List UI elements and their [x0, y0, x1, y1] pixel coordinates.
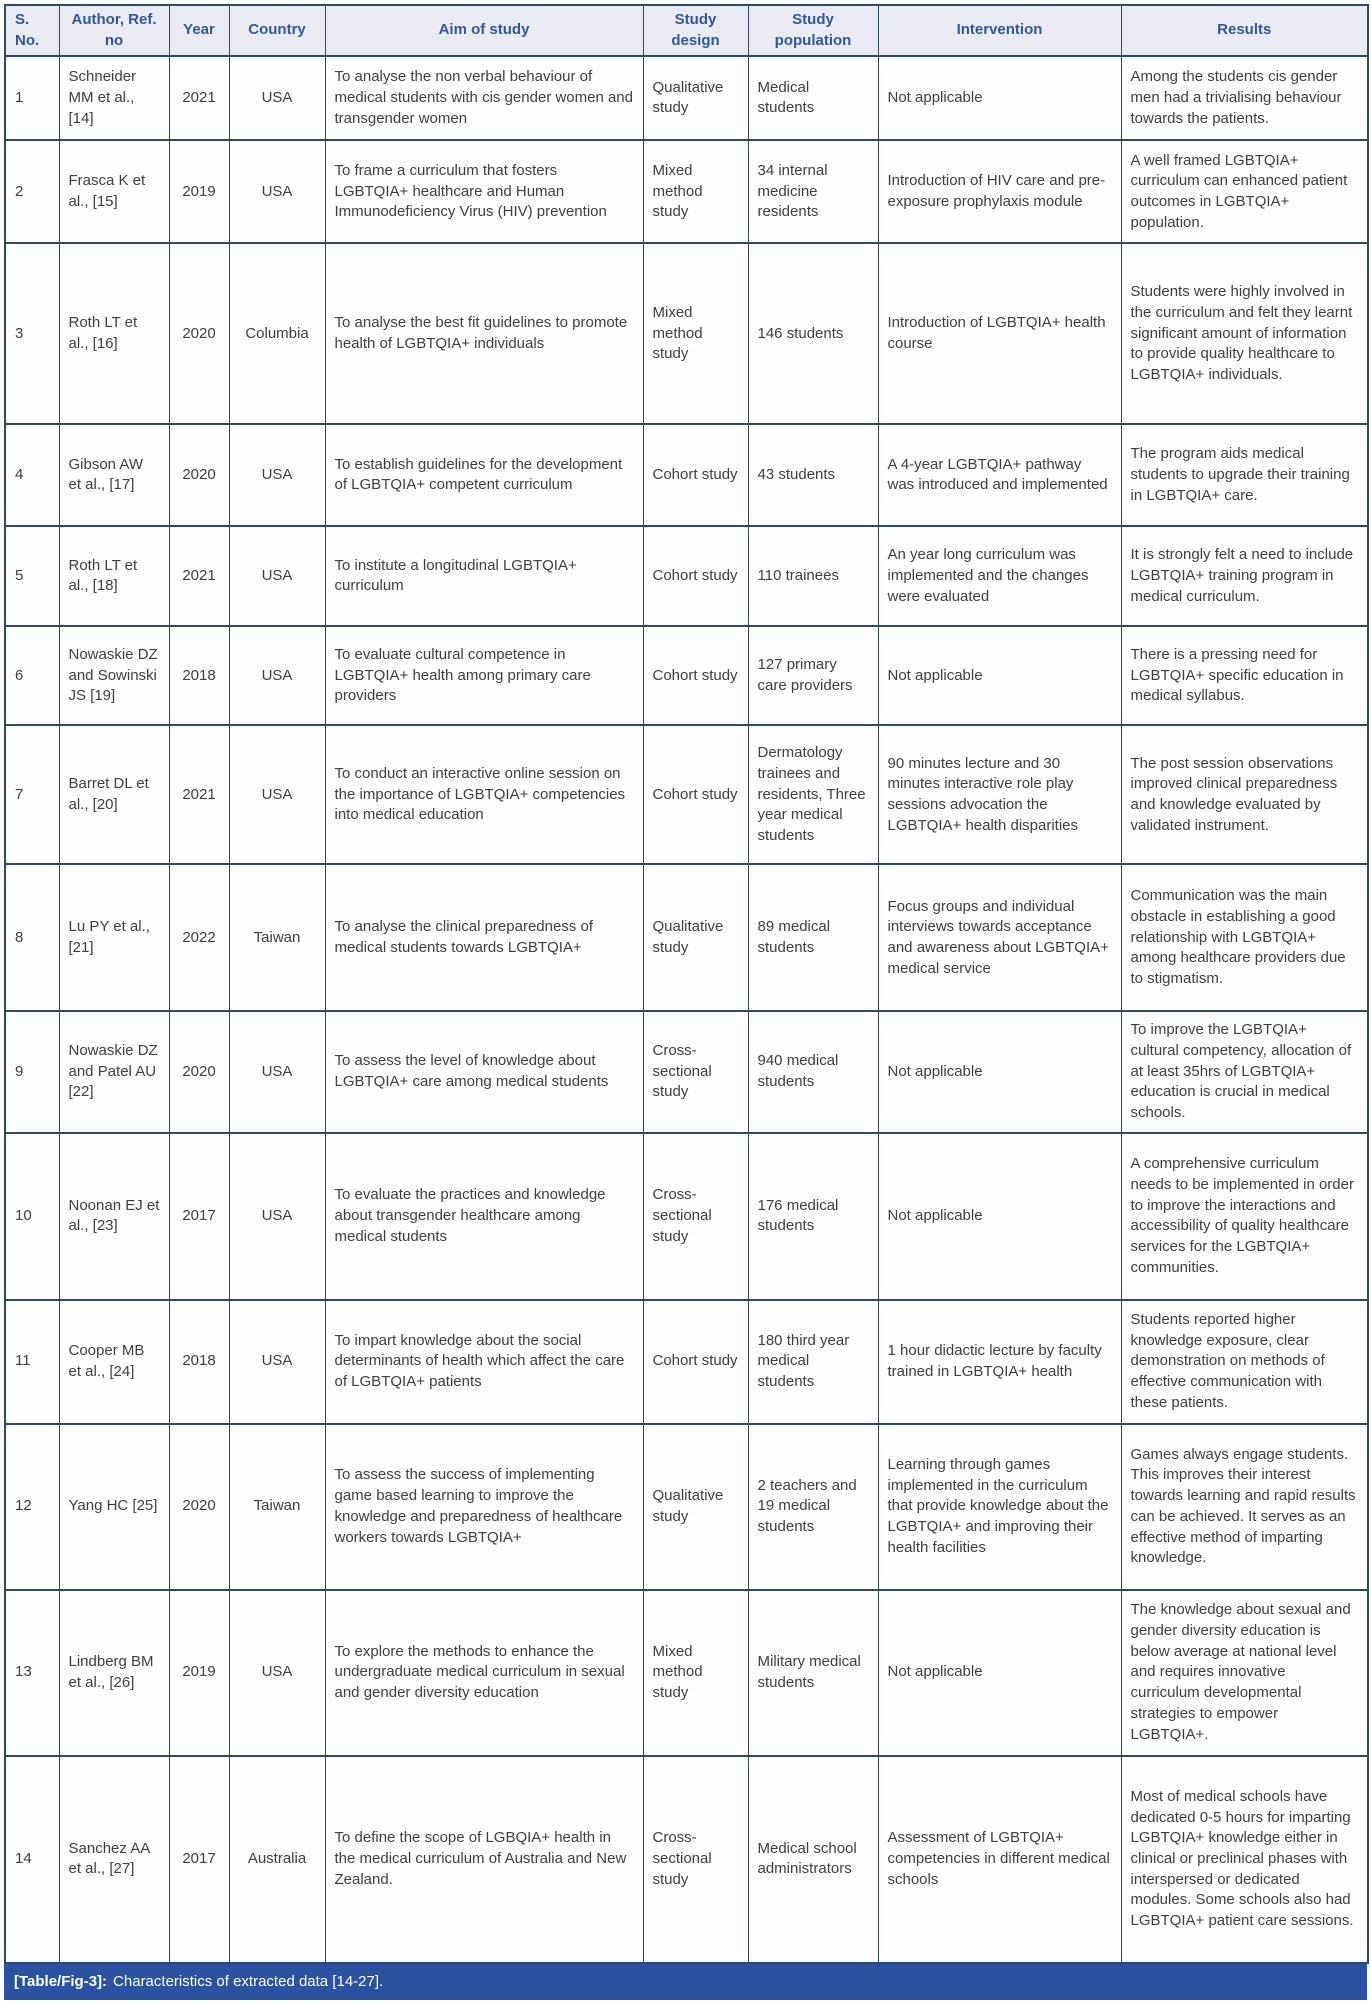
- cell-author-ref: Schneider MM et al., [14]: [59, 56, 169, 140]
- cell-serial-number: 3: [5, 243, 59, 424]
- cell-study-design: Cohort study: [643, 725, 748, 864]
- cell-author-ref: Gibson AW et al., [17]: [59, 424, 169, 526]
- header-row: [5, 5, 1368, 56]
- cell-study-design: Cohort study: [643, 626, 748, 725]
- cell-country: USA: [229, 1590, 325, 1756]
- cell-intervention: 90 minutes lecture and 30 minutes interactive role play sessions advocation the LGBTQIA+ health disparities: [878, 725, 1121, 864]
- cell-results: Students were highly involved in the curriculum and felt they learnt significant amount of information to provide quality healthcare to LGBTQIA+ individuals.: [1121, 243, 1368, 424]
- cell-study-design: Mixed method study: [643, 1590, 748, 1756]
- cell-results: Students reported higher knowledge exposure, clear demonstration on methods of effective communication with these patients.: [1121, 1300, 1368, 1424]
- cell-serial-number: 2: [5, 140, 59, 243]
- cell-study-population: 180 third year medical students: [748, 1300, 878, 1424]
- cell-author-ref: Sanchez AA et al., [27]: [59, 1756, 169, 1963]
- table-row: [5, 1011, 1368, 1132]
- cell-author-ref: Frasca K et al., [15]: [59, 140, 169, 243]
- cell-study-design: Mixed method study: [643, 140, 748, 243]
- cell-results: There is a pressing need for LGBTQIA+ specific education in medical syllabus.: [1121, 626, 1368, 725]
- cell-results: A well framed LGBTQIA+ curriculum can enhanced patient outcomes in LGBTQIA+ population.: [1121, 140, 1368, 243]
- table-row: [5, 1756, 1368, 1963]
- cell-serial-number: 13: [5, 1590, 59, 1756]
- cell-intervention: Not applicable: [878, 56, 1121, 140]
- column-header-design: Study design: [643, 5, 748, 56]
- cell-study-population: 127 primary care providers: [748, 626, 878, 725]
- column-header-country: Country: [229, 5, 325, 56]
- cell-intervention: A 4-year LGBTQIA+ pathway was introduced and implemented: [878, 424, 1121, 526]
- cell-author-ref: Roth LT et al., [16]: [59, 243, 169, 424]
- cell-intervention: Focus groups and individual interviews towards acceptance and awareness about LGBTQIA+ medical service: [878, 864, 1121, 1011]
- column-header-aim: Aim of study: [325, 5, 643, 56]
- cell-country: USA: [229, 424, 325, 526]
- cell-study-design: Cross-sectional study: [643, 1133, 748, 1300]
- table-row: [5, 56, 1368, 140]
- cell-intervention: Learning through games implemented in the curriculum that provide knowledge about the LGBTQIA+ and improving their health facilities: [878, 1424, 1121, 1590]
- cell-results: Games always engage students. This improves their interest towards learning and rapid results can be achieved. It serves as an effective method of imparting knowledge.: [1121, 1424, 1368, 1590]
- cell-study-population: 110 trainees: [748, 526, 878, 626]
- cell-study-design: Cohort study: [643, 424, 748, 526]
- cell-intervention: Assessment of LGBTQIA+ competencies in different medical schools: [878, 1756, 1121, 1963]
- cell-year: 2018: [169, 626, 229, 725]
- column-header-year: Year: [169, 5, 229, 56]
- cell-author-ref: Lindberg BM et al., [26]: [59, 1590, 169, 1756]
- table-caption: [4, 1964, 1367, 2000]
- cell-year: 2019: [169, 140, 229, 243]
- cell-study-population: 34 internal medicine residents: [748, 140, 878, 243]
- cell-aim-of-study: To evaluate the practices and knowledge about transgender healthcare among medical students: [325, 1133, 643, 1300]
- cell-results: Among the students cis gender men had a trivialising behaviour towards the patients.: [1121, 56, 1368, 140]
- table-row: [5, 1133, 1368, 1300]
- cell-serial-number: 8: [5, 864, 59, 1011]
- table-row: [5, 864, 1368, 1011]
- cell-serial-number: 14: [5, 1756, 59, 1963]
- table-row: [5, 243, 1368, 424]
- cell-author-ref: Yang HC [25]: [59, 1424, 169, 1590]
- cell-aim-of-study: To impart knowledge about the social determinants of health which affect the care of LGBTQIA+ patients: [325, 1300, 643, 1424]
- cell-study-population: Medical school administrators: [748, 1756, 878, 1963]
- cell-year: 2020: [169, 1011, 229, 1132]
- cell-study-design: Qualitative study: [643, 56, 748, 140]
- cell-aim-of-study: To analyse the best fit guidelines to promote health of LGBTQIA+ individuals: [325, 243, 643, 424]
- cell-study-design: Qualitative study: [643, 1424, 748, 1590]
- cell-study-design: Cross-sectional study: [643, 1011, 748, 1132]
- cell-aim-of-study: To analyse the non verbal behaviour of medical students with cis gender women and transgender women: [325, 56, 643, 140]
- cell-aim-of-study: To analyse the clinical preparedness of medical students towards LGBTQIA+: [325, 864, 643, 1011]
- cell-country: Columbia: [229, 243, 325, 424]
- cell-year: 2021: [169, 526, 229, 626]
- cell-intervention: 1 hour didactic lecture by faculty trained in LGBTQIA+ health: [878, 1300, 1121, 1424]
- cell-serial-number: 12: [5, 1424, 59, 1590]
- cell-author-ref: Barret DL et al., [20]: [59, 725, 169, 864]
- cell-serial-number: 10: [5, 1133, 59, 1300]
- cell-country: USA: [229, 1300, 325, 1424]
- table-body: [5, 56, 1368, 1962]
- cell-study-population: 146 students: [748, 243, 878, 424]
- cell-country: USA: [229, 526, 325, 626]
- cell-study-design: Cross-sectional study: [643, 1756, 748, 1963]
- cell-country: USA: [229, 56, 325, 140]
- cell-country: USA: [229, 140, 325, 243]
- column-header-population: Study population: [748, 5, 878, 56]
- cell-author-ref: Cooper MB et al., [24]: [59, 1300, 169, 1424]
- cell-aim-of-study: To assess the level of knowledge about LGBTQIA+ care among medical students: [325, 1011, 643, 1132]
- cell-author-ref: Nowaskie DZ and Sowinski JS [19]: [59, 626, 169, 725]
- cell-year: 2018: [169, 1300, 229, 1424]
- cell-serial-number: 5: [5, 526, 59, 626]
- cell-results: Communication was the main obstacle in establishing a good relationship with LGBTQIA+ among healthcare providers due to stigmatism.: [1121, 864, 1368, 1011]
- caption-label: [Table/Fig-3]:: [14, 1973, 108, 1991]
- cell-author-ref: Roth LT et al., [18]: [59, 526, 169, 626]
- cell-serial-number: 9: [5, 1011, 59, 1132]
- cell-study-design: Cohort study: [643, 1300, 748, 1424]
- cell-country: Australia: [229, 1756, 325, 1963]
- cell-study-design: Qualitative study: [643, 864, 748, 1011]
- table-row: [5, 1590, 1368, 1756]
- cell-results: To improve the LGBTQIA+ cultural competency, allocation of at least 35hrs of LGBTQIA+ education is crucial in medical schools.: [1121, 1011, 1368, 1132]
- cell-study-population: 2 teachers and 19 medical students: [748, 1424, 878, 1590]
- table-row: [5, 526, 1368, 626]
- cell-year: 2022: [169, 864, 229, 1011]
- column-header-author: Author, Ref. no: [59, 5, 169, 56]
- cell-results: It is strongly felt a need to include LGBTQIA+ training program in medical curriculum.: [1121, 526, 1368, 626]
- cell-author-ref: Nowaskie DZ and Patel AU [22]: [59, 1011, 169, 1132]
- cell-country: Taiwan: [229, 864, 325, 1011]
- column-header-sno: S. No.: [5, 5, 59, 56]
- cell-study-population: Military medical students: [748, 1590, 878, 1756]
- cell-aim-of-study: To define the scope of LGBQIA+ health in the medical curriculum of Australia and New Zealand.: [325, 1756, 643, 1963]
- cell-country: USA: [229, 1133, 325, 1300]
- table-row: [5, 725, 1368, 864]
- cell-intervention: Introduction of LGBTQIA+ health course: [878, 243, 1121, 424]
- cell-results: The knowledge about sexual and gender diversity education is below average at national level and requires innovative curriculum developmental strategies to empower LGBTQIA+.: [1121, 1590, 1368, 1756]
- cell-aim-of-study: To assess the success of implementing game based learning to improve the knowledge and preparedness of healthcare workers towards LGBTQIA+: [325, 1424, 643, 1590]
- cell-year: 2020: [169, 1424, 229, 1590]
- cell-aim-of-study: To evaluate cultural competence in LGBTQIA+ health among primary care providers: [325, 626, 643, 725]
- cell-intervention: Introduction of HIV care and pre- exposure prophylaxis module: [878, 140, 1121, 243]
- cell-year: 2019: [169, 1590, 229, 1756]
- cell-serial-number: 7: [5, 725, 59, 864]
- cell-study-population: 89 medical students: [748, 864, 878, 1011]
- cell-serial-number: 1: [5, 56, 59, 140]
- column-header-intervention: Intervention: [878, 5, 1121, 56]
- caption-text: Characteristics of extracted data [14-27].: [113, 1973, 384, 1991]
- cell-results: The post session observations improved clinical preparedness and knowledge evaluated by validated instrument.: [1121, 725, 1368, 864]
- cell-study-design: Mixed method study: [643, 243, 748, 424]
- cell-intervention: Not applicable: [878, 1590, 1121, 1756]
- cell-country: Taiwan: [229, 1424, 325, 1590]
- cell-author-ref: Noonan EJ et al., [23]: [59, 1133, 169, 1300]
- cell-study-design: Cohort study: [643, 526, 748, 626]
- cell-aim-of-study: To frame a curriculum that fosters LGBTQIA+ healthcare and Human Immunodeficiency Virus (HIV) prevention: [325, 140, 643, 243]
- cell-intervention: Not applicable: [878, 1011, 1121, 1132]
- table-row: [5, 1424, 1368, 1590]
- cell-serial-number: 4: [5, 424, 59, 526]
- table-row: [5, 626, 1368, 725]
- cell-intervention: Not applicable: [878, 626, 1121, 725]
- cell-study-population: 940 medical students: [748, 1011, 878, 1132]
- cell-year: 2017: [169, 1133, 229, 1300]
- cell-year: 2020: [169, 424, 229, 526]
- cell-year: 2021: [169, 56, 229, 140]
- cell-country: USA: [229, 626, 325, 725]
- cell-aim-of-study: To institute a longitudinal LGBTQIA+ curriculum: [325, 526, 643, 626]
- cell-year: 2021: [169, 725, 229, 864]
- column-header-results: Results: [1121, 5, 1368, 56]
- cell-study-population: 176 medical students: [748, 1133, 878, 1300]
- cell-aim-of-study: To explore the methods to enhance the undergraduate medical curriculum in sexual and gender diversity education: [325, 1590, 643, 1756]
- extracted-data-table: [4, 4, 1369, 1964]
- cell-study-population: Dermatology trainees and residents, Three year medical students: [748, 725, 878, 864]
- cell-country: USA: [229, 1011, 325, 1132]
- cell-intervention: An year long curriculum was implemented and the changes were evaluated: [878, 526, 1121, 626]
- cell-intervention: Not applicable: [878, 1133, 1121, 1300]
- table-row: [5, 424, 1368, 526]
- table-row: [5, 1300, 1368, 1424]
- cell-study-population: 43 students: [748, 424, 878, 526]
- cell-results: Most of medical schools have dedicated 0-5 hours for imparting LGBTQIA+ knowledge either in clinical or preclinical phases with interspersed or dedicated modules. Some schools also had LGBTQIA+ patient care sessions.: [1121, 1756, 1368, 1963]
- cell-results: The program aids medical students to upgrade their training in LGBTQIA+ care.: [1121, 424, 1368, 526]
- cell-serial-number: 6: [5, 626, 59, 725]
- cell-year: 2020: [169, 243, 229, 424]
- table-row: [5, 140, 1368, 243]
- cell-study-population: Medical students: [748, 56, 878, 140]
- cell-country: USA: [229, 725, 325, 864]
- cell-results: A comprehensive curriculum needs to be implemented in order to improve the interactions and accessibility of quality healthcare services for the LGBTQIA+ communities.: [1121, 1133, 1368, 1300]
- table-header: [5, 5, 1368, 56]
- cell-author-ref: Lu PY et al., [21]: [59, 864, 169, 1011]
- cell-aim-of-study: To conduct an interactive online session on the importance of LGBTQIA+ competencies into medical education: [325, 725, 643, 864]
- cell-serial-number: 11: [5, 1300, 59, 1424]
- cell-aim-of-study: To establish guidelines for the development of LGBTQIA+ competent curriculum: [325, 424, 643, 526]
- cell-year: 2017: [169, 1756, 229, 1963]
